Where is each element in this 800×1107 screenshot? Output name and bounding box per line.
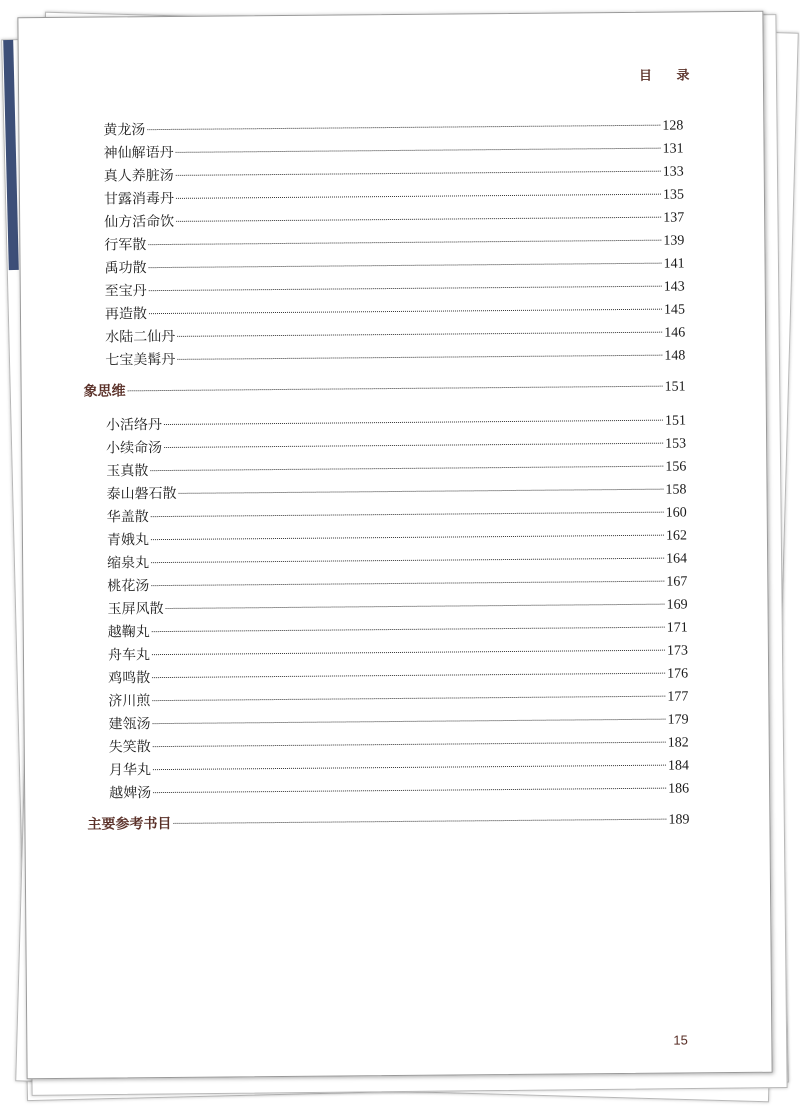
dot-leader [164,443,663,448]
dot-leader [149,309,662,314]
toc-section-title: 象思维 [83,383,126,400]
toc-entry-page: 173 [666,643,689,659]
toc-section-heading[interactable] [84,375,686,404]
toc-entry-page: 139 [663,233,685,249]
toc-entry-title: 泰山磐石散 [106,485,177,503]
toc-entry-page: 146 [664,325,686,341]
toc-entry-title: 禹功散 [104,260,147,277]
dot-leader [153,765,666,770]
dot-leader [151,581,664,586]
toc-entry-page: 171 [666,620,688,636]
toc-entry-page: 179 [667,712,689,728]
dot-leader [151,535,664,540]
dot-leader [152,696,665,701]
toc-entry-title: 水陆二仙丹 [105,328,176,346]
toc-entry-page: 135 [662,187,685,203]
dot-leader [149,263,662,268]
toc-entry-page: 177 [667,689,689,705]
page-number: 15 [673,1032,688,1048]
dot-leader [151,558,664,563]
toc-section-heading[interactable] [87,808,689,837]
dot-leader [176,194,661,199]
toc-entry-title: 月华丸 [108,762,152,779]
toc-page [17,11,772,1079]
toc-entry-title: 神仙解语丹 [103,144,174,162]
dot-leader [153,742,666,747]
toc-entry-title: 玉真散 [106,463,149,480]
toc-entry-title: 舟车丸 [107,647,151,664]
toc-entry-page: 162 [665,528,687,544]
toc-section-title: 主要参考书目 [87,815,172,833]
toc-entry[interactable] [83,344,685,372]
toc-entry-page: 151 [664,413,686,429]
running-head: 目 录 [638,68,700,84]
toc-entry-title: 真人养脏汤 [103,167,174,185]
toc-entry-title: 仙方活命饮 [104,213,175,231]
dot-leader [166,604,665,609]
toc-entry-page: 137 [663,210,685,226]
toc-entry-page: 176 [667,666,689,682]
toc-entry-title: 越婢汤 [109,785,152,802]
toc-entry-page: 141 [663,256,685,272]
toc-entry-page: 156 [665,459,687,475]
toc-entry-page: 128 [662,118,684,134]
toc-entry-title: 青娥丸 [106,532,150,549]
toc-entry-title: 华盖散 [106,509,149,526]
dot-leader [176,148,661,153]
dot-leader [176,171,661,176]
toc-entry-title: 失笑散 [108,739,151,756]
dot-leader [152,627,665,632]
toc-entry-title: 缩泉丸 [107,555,150,572]
toc-entry-title: 济川煎 [108,693,151,710]
toc-entry-page: 184 [667,758,690,774]
toc-entry-page: 131 [662,141,684,157]
toc-section-page: 189 [668,812,690,828]
toc-entry-title: 小续命汤 [106,440,163,457]
toc-entry-title: 七宝美髯丹 [105,351,176,369]
toc-entry-title: 鸡鸣散 [108,670,151,687]
toc-entry-page: 158 [665,482,687,498]
table-of-contents [81,114,689,847]
dot-leader [149,286,662,291]
toc-entry-page: 186 [668,781,690,797]
toc-entry-page: 169 [666,597,688,613]
toc-entry-title: 再造散 [104,306,148,323]
dot-leader [173,819,666,824]
dot-leader [152,673,665,678]
dot-leader [147,125,660,130]
dot-leader [153,788,666,793]
dot-leader [164,420,663,425]
toc-entry-title: 至宝丹 [104,283,147,300]
toc-entry-title: 行军散 [104,237,147,254]
dot-leader [176,217,661,222]
toc-entry-page: 164 [666,551,688,567]
toc-entry-page: 160 [665,505,687,521]
dot-leader [153,719,666,724]
toc-entry-title: 桃花汤 [107,578,150,595]
dot-leader [179,489,664,494]
dot-leader [150,466,663,471]
toc-entry-page: 148 [664,348,686,364]
toc-entry-title: 甘露消毒丹 [103,190,175,208]
dot-leader [128,386,663,392]
toc-entry-title: 越鞠丸 [107,624,150,641]
toc-section-page: 151 [664,379,686,395]
toc-entry-title: 小活络丹 [105,417,163,434]
toc-entry-title: 玉屏风散 [107,601,164,618]
toc-entry-title: 黄龙汤 [103,122,146,139]
dot-leader [177,332,662,337]
dot-leader [152,650,665,655]
toc-entry-title: 建瓴汤 [108,716,151,733]
toc-entry-page: 182 [667,735,689,751]
toc-entry-page: 145 [663,302,686,318]
toc-entry[interactable] [87,777,689,805]
dot-leader [177,355,662,360]
toc-entry-page: 167 [666,574,688,590]
dot-leader [151,512,664,517]
toc-entry-page: 143 [663,279,685,295]
toc-entry-page: 133 [662,164,684,180]
dot-leader [148,240,661,245]
toc-entry-page: 153 [665,436,687,452]
